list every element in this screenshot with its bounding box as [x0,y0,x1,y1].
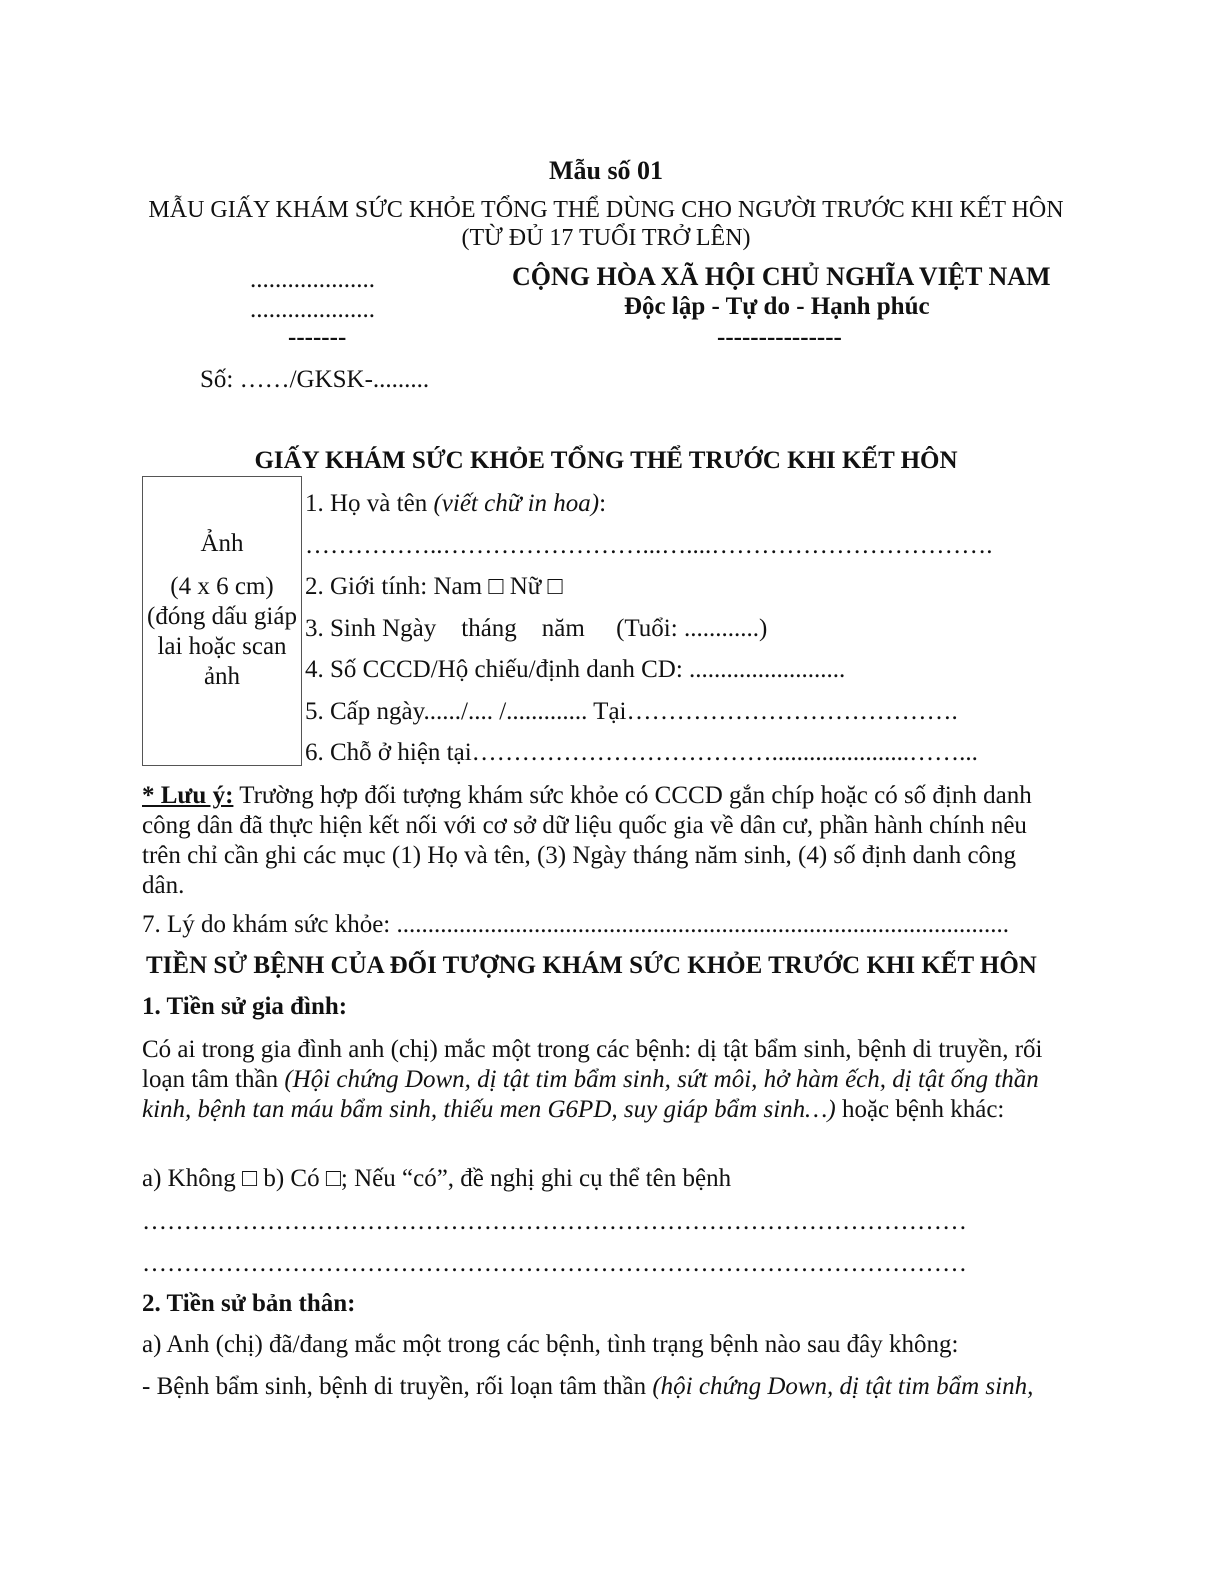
family-history-other: hoặc bệnh khác: [835,1096,1005,1123]
self-history-item-congenital [142,1373,1033,1401]
agency-dots-1: .................... [250,266,375,293]
certificate-number: Số: ……/GKSK-......... [200,366,430,393]
history-section-title: TIỀN SỬ BỆNH CỦA ĐỐI TƯỢNG KHÁM SỨC KHỎE TRƯỚC KHI KẾT HÔN [146,952,1037,979]
note-text: Trường hợp đối tượng khám sức khỏe có CCCD gắn chíp hoặc có số định danh công dân đã thực hiện kết nối với cơ sở dữ liệu quốc gia về dân cư, phần hành chính nêu trên chỉ cần ghi các mục (1) Họ và tên, (3) Ngày tháng năm sinh, (4) số định danh công dân. [142,782,1032,899]
field-full-name [305,490,606,518]
photo-label: Ảnh [200,530,244,557]
full-name-hint: (viết chữ in hoa) [433,490,600,517]
photo-note-2: lai hoặc scan [157,633,287,660]
field-birth-date: 3. Sinh Ngày tháng năm (Tuổi: ............) [305,615,768,642]
document-title: GIẤY KHÁM SỨC KHỎE TỔNG THỂ TRƯỚC KHI KẾT HÔN [254,447,958,474]
full-name-label: 1. Họ và tên [305,490,434,517]
family-history-fill-1: ……………………………………………………………………………………… [142,1208,967,1235]
motto-divider: --------------- [717,324,842,351]
congenital-item-text: - Bệnh bẩm sinh, bệnh di truyền, rối loạn tâm thần [142,1373,653,1400]
family-history-text [142,1035,1072,1125]
agency-divider: ------- [288,324,347,351]
form-number: Mẫu số 01 [548,156,664,185]
field-gender: 2. Giới tính: Nam □ Nữ □ [305,573,563,600]
photo-size: (4 x 6 cm) [170,573,274,600]
family-history-heading: 1. Tiền sử gia đình: [142,993,348,1020]
field-id-number: 4. Số CCCD/Hộ chiếu/định danh CD: ......................... [305,656,846,683]
photo-note-3: ảnh [203,663,241,690]
congenital-item-examples: (hội chứng Down, dị tật tim bẩm sinh, [652,1373,1034,1400]
photo-placeholder [142,476,302,766]
field-address: 6. Chỗ ở hiện tại………………………………......................……... [305,739,978,766]
field-exam-reason: 7. Lý do khám sức khỏe: .................................................................................................. [142,911,1009,938]
self-history-question: a) Anh (chị) đã/đang mắc một trong các bệnh, tình trạng bệnh nào sau đây không: [142,1331,959,1358]
form-title-line2: (TỪ ĐỦ 17 TUỔI TRỞ LÊN) [461,225,751,251]
self-history-heading: 2. Tiền sử bản thân: [142,1290,356,1317]
full-name-colon: : [599,490,607,517]
republic-name: CỘNG HÒA XÃ HỘI CHỦ NGHĨA VIỆT NAM [512,262,1051,291]
family-history-intro: Có ai trong gia đình anh (chị) mắc một trong các bệnh: dị tật bẩm sinh, bệnh di truyền, rối loạn tâm thần [142,1036,1043,1093]
agency-dots-2: .................... [250,296,375,323]
note-label: * Lưu ý: [142,782,234,809]
family-history-fill-2: ……………………………………………………………………………………… [142,1250,967,1277]
family-history-answer: a) Không □ b) Có □; Nếu “có”, đề nghị ghi cụ thể tên bệnh [142,1165,732,1192]
family-history-examples: (Hội chứng Down, dị tật tim bẩm sinh, sứt môi, hở hàm ếch, dị tật ống thần kinh, bệnh tan máu bẩm sinh, thiếu men G6PD, suy giáp bẩm sinh…) [142,1066,1039,1123]
field-issue-date: 5. Cấp ngày....../.... /............. Tại…………………………………. [305,698,958,725]
note-paragraph [142,781,1062,901]
form-title-line1: MẪU GIẤY KHÁM SỨC KHỎE TỔNG THỂ DÙNG CHO NGƯỜI TRƯỚC KHI KẾT HÔN [148,197,1064,223]
photo-note-1: (đóng dấu giáp [147,603,297,630]
full-name-fill-line: ……………..……………………...…....……………………………. [305,532,993,559]
national-motto: Độc lập - Tự do - Hạnh phúc [624,293,930,320]
